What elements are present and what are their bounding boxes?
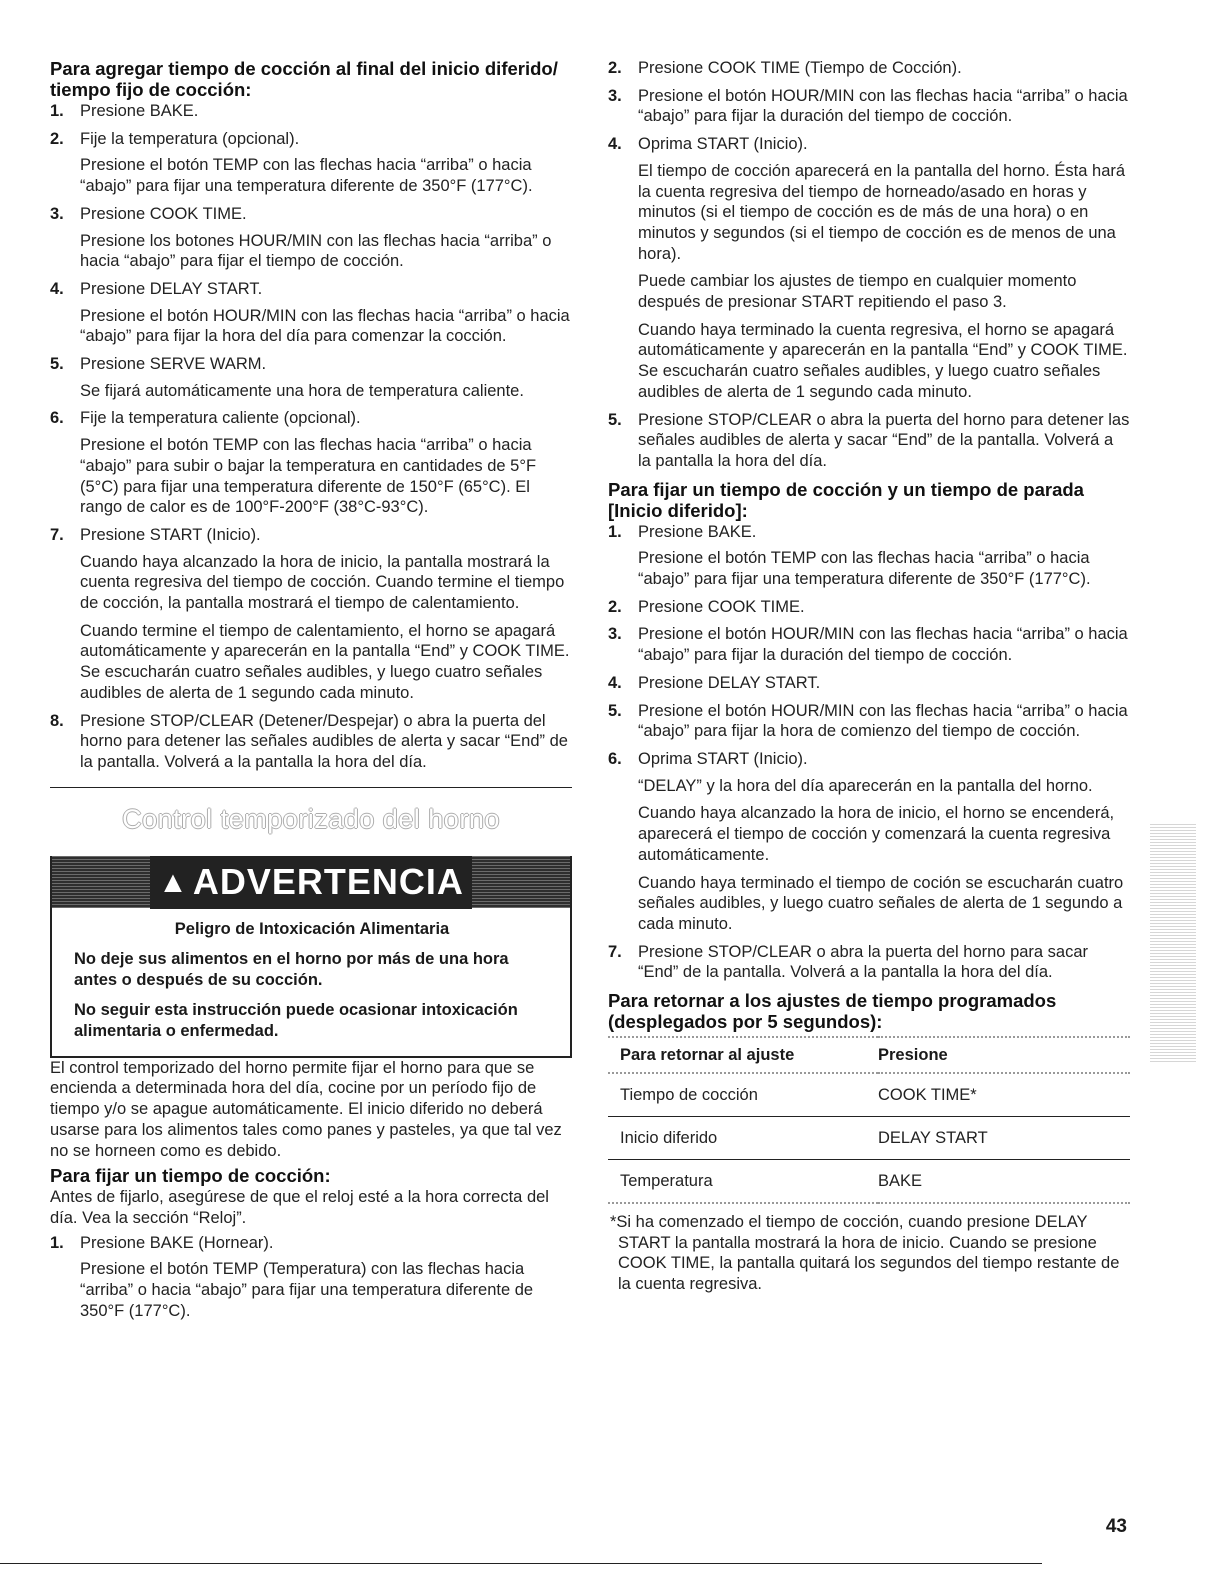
step-detail: Cuando termine el tiempo de calentamiento, el horno se apagará automáticamente y aparecerán en la pantalla “End” y COOK TIME. Se escucharán cuatro señales audibles, y luego cuatro señales audibles de alerta de 1 segundo cada minuto. [80, 621, 570, 702]
steps-list [608, 522, 1130, 983]
step-item [608, 624, 1130, 665]
table-row [608, 1117, 1130, 1160]
step-item [50, 354, 572, 401]
step-text: Presione el botón HOUR/MIN con las flechas hacia “arriba” o hacia “abajo” para fijar la duración del tiempo de cocción. [638, 86, 1128, 126]
table-row [608, 1073, 1130, 1117]
margin-scan-mark [1150, 822, 1196, 1062]
step-item [50, 408, 572, 518]
step-detail: Presione el botón TEMP con las flechas hacia “arriba” o hacia “abajo” para fijar una temperatura diferente de 350°F (177°C). [80, 156, 533, 196]
step-item [608, 134, 1130, 402]
step-text: Presione COOK TIME. [638, 597, 805, 616]
table-header-row [608, 1037, 1130, 1073]
step-text: Presione BAKE. [638, 522, 757, 541]
table-cell: DELAY START [878, 1117, 1130, 1160]
step-item [50, 279, 572, 347]
step-number: 3. [608, 86, 622, 105]
step-detail: Presione los botones HOUR/MIN con las flechas hacia “arriba” o hacia “abajo” para fijar el tiempo de cocción. [80, 231, 552, 271]
step-text: Oprima START (Inicio). [638, 749, 808, 768]
steps-list [50, 1233, 572, 1322]
step-number: 1. [50, 1233, 64, 1252]
table-header: Presione [878, 1045, 948, 1064]
step-detail: Cuando haya alcanzado la hora de inicio, el horno se encenderá, aparecerá el tiempo de cocción y comenzará la cuenta regresiva automáticamente. [638, 804, 1115, 864]
step-number: 3. [608, 625, 622, 644]
step-text: Presione el botón HOUR/MIN con las flechas hacia “arriba” o hacia “abajo” para fijar la hora de comienzo del tiempo de cocción. [638, 701, 1128, 741]
step-number: 2. [50, 129, 64, 148]
step-detail: Cuando haya terminado la cuenta regresiva, el horno se apagará automáticamente y aparecerán en la pantalla “End” y COOK TIME. Se escucharán cuatro señales audibles, y luego cuatro señales audibles de alerta de 1 segundo cada minuto. [638, 320, 1128, 401]
step-number: 7. [50, 525, 64, 544]
ghost-section-heading: Control temporizado del horno [122, 803, 500, 834]
step-detail: Cuando haya terminado el tiempo de coción se escucharán cuatro señales audibles, y luego cuatro señales de alerta de 1 segundo a cada minuto. [638, 873, 1124, 933]
step-text: Presione STOP/CLEAR o abra la puerta del horno para sacar “End” de la pantalla. Volverá a la pantalla la hora del día. [638, 942, 1089, 982]
step-text: Presione COOK TIME. [80, 204, 247, 223]
step-number: 6. [608, 749, 622, 768]
step-item [608, 701, 1130, 742]
warning-title: ▲ ADVERTENCIA [150, 856, 472, 909]
step-detail: Presione el botón TEMP con las flechas hacia “arriba” o hacia “abajo” para subir o bajar la temperatura en cantidades de 5°F (5°C) para fijar una temperatura diferente de 150°F (65°C). El rango de calor es de 100°F-200°F (38°C-93°C). [80, 436, 537, 517]
table-cell: COOK TIME* [878, 1073, 1130, 1117]
step-detail: Presione el botón HOUR/MIN con las flechas hacia “arriba” o hacia “abajo” para fijar la hora del día para comenzar la cocción. [80, 306, 570, 346]
step-item [608, 58, 1130, 79]
step-text: Fije la temperatura caliente (opcional). [80, 409, 361, 428]
recall-settings-table [608, 1036, 1130, 1204]
step-item [608, 597, 1130, 618]
section-title-set-cook-time: Para fijar un tiempo de cocción: [50, 1165, 331, 1187]
table-header: Para retornar al ajuste [620, 1045, 795, 1064]
section-divider [50, 787, 572, 788]
step-item [50, 204, 572, 272]
steps-list [608, 58, 1130, 472]
step-number: 3. [50, 204, 64, 223]
section-title-delay-start: Para fijar un tiempo de cocción y un tiempo de parada [Inicio diferido]: [608, 478, 1084, 521]
step-item [608, 673, 1130, 694]
step-text: Presione START (Inicio). [80, 525, 261, 544]
step-item [608, 410, 1130, 472]
section-intro: Antes de fijarlo, asegúrese de que el reloj esté a la hora correcta del día. Vea la sección “Reloj”. [50, 1188, 549, 1227]
step-number: 2. [608, 597, 622, 616]
step-item [608, 86, 1130, 127]
step-number: 7. [608, 942, 622, 961]
step-item [50, 525, 572, 704]
bottom-rule [0, 1563, 1042, 1564]
step-number: 5. [608, 410, 622, 429]
page-number: 43 [1105, 1516, 1127, 1537]
step-item [608, 749, 1130, 935]
step-text: Presione STOP/CLEAR (Detener/Despejar) o abra la puerta del horno para detener las señales audibles de alerta y sacar “End” de la pantalla. Volverá a la pantalla la hora del día. [80, 711, 568, 771]
step-text: Fije la temperatura (opcional). [80, 129, 300, 148]
step-number: 2. [608, 59, 622, 77]
step-detail: “DELAY” y la hora del día aparecerán en la pantalla del horno. [638, 776, 1093, 795]
step-text: Presione DELAY START. [638, 673, 821, 692]
step-detail: El tiempo de cocción aparecerá en la pantalla del horno. Ésta hará la cuenta regresiva del tiempo de horneado/asado en horas y minutos (si el tiempo de cocción es de más de una hora) o en minutos y segundos (si el tiempo de cocción es de menos de una hora). [638, 161, 1126, 263]
step-number: 4. [50, 279, 64, 298]
section-title-recall-settings: Para retornar a los ajustes de tiempo programados (desplegados por 5 segundos): [608, 990, 1057, 1033]
timed-control-intro: El control temporizado del horno permite fijar el horno para que se encienda a determinada hora del día, cocine por un período fijo de tiempo y/o se apague automáticamente. El inicio diferido no deberá usarse para los alimentos tales como panes y pasteles, ya que tal vez no se horneen como es debido. [50, 1058, 562, 1160]
step-item [50, 129, 572, 197]
step-detail: Presione el botón TEMP con las flechas hacia “arriba” o hacia “abajo” para fijar una temperatura diferente de 350°F (177°C). [638, 549, 1091, 589]
step-number: 8. [50, 711, 64, 730]
steps-list [50, 101, 572, 773]
step-text: Presione BAKE. [80, 102, 199, 120]
warning-body [52, 908, 570, 1056]
step-text: Oprima START (Inicio). [638, 135, 808, 154]
step-text: Presione SERVE WARM. [80, 355, 267, 374]
step-number: 5. [608, 701, 622, 720]
table-cell: BAKE [878, 1160, 1130, 1204]
section-title-add-cook-time: Para agregar tiempo de cocción al final del inicio diferido/ tiempo fijo de cocción: [50, 58, 558, 100]
step-text: Presione BAKE (Hornear). [80, 1233, 274, 1252]
step-detail: Presione el botón TEMP (Temperatura) con las flechas hacia “arriba” o hacia “abajo” para fijar una temperatura diferente de 350°F (177°C). [80, 1260, 534, 1320]
warning-triangle-icon: ▲ [158, 865, 189, 899]
step-item [50, 711, 572, 773]
step-text: Presione COOK TIME (Tiempo de Cocción). [638, 59, 962, 77]
step-item [50, 101, 572, 122]
warning-line: No seguir esta instrucción puede ocasionar intoxicación alimentaria o enfermedad. [74, 1000, 518, 1040]
table-row [608, 1160, 1130, 1204]
warning-line: No deje sus alimentos en el horno por más de una hora antes o después de su cocción. [74, 949, 509, 989]
step-number: 6. [50, 409, 64, 428]
step-detail: Cuando haya alcanzado la hora de inicio, la pantalla mostrará la cuenta regresiva del tiempo de cocción. Cuando termine el tiempo de cocción, la pantalla mostrará el tiempo de calentamiento. [80, 552, 565, 613]
step-number: 5. [50, 355, 64, 374]
step-number: 1. [50, 102, 64, 120]
right-column [608, 58, 1130, 1295]
step-item [608, 522, 1130, 590]
warning-subtitle: Peligro de Intoxicación Alimentaria [174, 919, 450, 938]
step-detail: Se fijará automáticamente una hora de temperatura caliente. [80, 381, 524, 400]
step-text: Presione el botón HOUR/MIN con las flechas hacia “arriba” o hacia “abajo” para fijar la duración del tiempo de cocción. [638, 625, 1128, 665]
left-column [50, 58, 572, 1328]
step-number: 4. [608, 135, 622, 154]
step-detail: Puede cambiar los ajustes de tiempo en cualquier momento después de presionar START repitiendo el paso 3. [638, 272, 1077, 312]
warning-header [52, 856, 570, 908]
step-text: Presione DELAY START. [80, 279, 263, 298]
table-cell: Temperatura [608, 1160, 878, 1204]
step-text: Presione STOP/CLEAR o abra la puerta del horno para detener las señales audibles de alerta y sacar “End” de la pantalla. Volverá a la pantalla la hora del día. [638, 410, 1130, 470]
table-cell: Tiempo de cocción [608, 1073, 878, 1117]
warning-box [50, 856, 572, 1058]
step-item [608, 942, 1130, 983]
step-number: 4. [608, 673, 622, 692]
step-item [50, 1233, 572, 1322]
table-cell: Inicio diferido [608, 1117, 878, 1160]
step-number: 1. [608, 522, 622, 541]
table-footnote: *Si ha comenzado el tiempo de cocción, cuando presione DELAY START la pantalla mostrará la hora de inicio. Cuando se presione COOK TIME, la pantalla quitará los segundos del tiempo restante de la cuenta regresiva. [610, 1213, 1120, 1294]
